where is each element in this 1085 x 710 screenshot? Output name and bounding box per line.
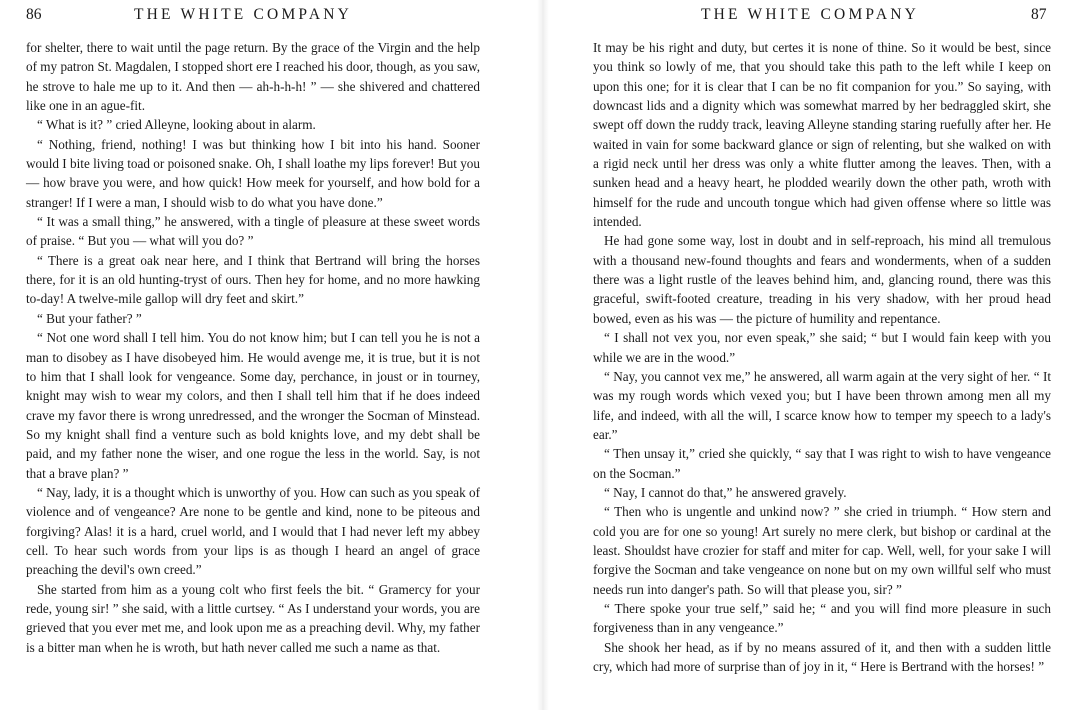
paragraph: for shelter, there to wait until the page return. By the grace of the Virgin and the help of my patron St. Magdalen, I stopped short ere I reached his door, though, as you saw, he strove to hale me up to it. And then — ah-h-h-h! ” — she shivered and chattered like one in an ague-fit. — [26, 40, 480, 114]
book-gutter — [537, 0, 549, 710]
right-page — [555, 0, 1085, 710]
page-body — [26, 38, 480, 657]
paragraph: “ Then unsay it,” cried she quickly, “ say that I was right to wish to have vengeance on the Socman.” — [593, 446, 1051, 481]
page-number: 87 — [1031, 6, 1047, 23]
paragraph: “ But your father? ” — [37, 310, 142, 326]
paragraph: “ Then who is ungentle and unkind now? ” she cried in triumph. “ How stern and cold you are for one so young! Art surely no mere clerk, but bishop or cardinal at the least. Shouldst have crozier for staff and miter for cap. Well, well, for your sake I will forgive the Socman and take vengeance on none but on my own willful self who must needs run into danger's path. So will that please you, sir? ” — [593, 504, 1051, 597]
paragraph: “ It was a small thing,” he answered, with a tingle of pleasure at these sweet words of praise. “ But you — what will you do? ” — [26, 214, 480, 249]
page-number: 86 — [26, 6, 42, 23]
running-head: THE WHITE COMPANY — [701, 6, 920, 23]
paragraph: “ There is a great oak near here, and I think that Bertrand will bring the horses there, for it is an old hunting-tryst of ours. Then hey for home, and no more hawking to-day! A twelve-mile gallop will dry feet and skirt.” — [26, 252, 480, 307]
paragraph: He had gone some way, lost in doubt and in self-reproach, his mind all tremulous with a thousand new-found thoughts and fears and wonderments, when of a sudden there was a light rustle of the leaves behind him, and, glancing round, there was this graceful, swift-footed creature, treading in his very shadow, with her proud head bowed, even as his was — the picture of humility and repentance. — [593, 233, 1051, 326]
paragraph: “ Not one word shall I tell him. You do not know him; but I can tell you he is not a man to disobey as I have disobeyed him. He would avenge me, it is true, but it is not to him that I shall look for vengeance. Some day, perchance, in joust or in tourney, knight may wish to wear my colors, and then I shall tell him that if he does indeed crave my favor there is wrong unredressed, and the wronger the Socman of Minstead. So my knight shall find a venture such as bold knights love, and my debt shall be paid, and my father none the wiser, and one rogue the less in the world. Say, is not that a brave plan? ” — [26, 330, 480, 481]
paragraph: “ What is it? ” cried Alleyne, looking about in alarm. — [37, 117, 316, 133]
paragraph: She shook her head, as if by no means assured of it, and then with a sudden little cry, which had more of surprise than of joy in it, “ Here is Bertrand with the horses! ” — [593, 639, 1051, 674]
paragraph: “ Nothing, friend, nothing! I was but thinking how I bit into his hand. Sooner would I bite living toad or poisoned snake. Oh, I shall loathe my lips forever! But you — how brave you were, and how quick! How meek for yourself, and how bold for a stranger! If I were a man, I should wisb to do what you have done.” — [26, 136, 480, 210]
page-body — [593, 38, 1051, 676]
paragraph: It may be his right and duty, but certes it is none of thine. So it would be best, since you think so lowly of me, that you should take this path to the left while I keep on upon this one; for it is clear that I can be no fit companion for you.” So saying, with downcast lids and a dignity which was somewhat marred by her bedraggled skirt, she swept off down the ruddy track, leaving Alleyne standing staring ruefully after her. He waited in vain for some backward glance or sign of relenting, but she walked on with a rigid neck until her dress was only a white flutter among the leaves. Then, with a sunken head and a heavy heart, he plodded wearily down the other path, wroth with himself for the rude and uncouth tongue which had given offense where so little was intended. — [593, 40, 1051, 230]
paragraph: “ I shall not vex you, nor even speak,” she said; “ but I would fain keep with you while we are in the wood.” — [593, 330, 1051, 365]
paragraph: “ Nay, I cannot do that,” he answered gravely. — [604, 484, 847, 500]
running-head: THE WHITE COMPANY — [134, 6, 353, 23]
paragraph: “ Nay, lady, it is a thought which is unworthy of you. How can such as you speak of violence and of vengeance? Are none to be gentle and kind, none to be piteous and forgiving? Alas! it is a hard, cruel world, and I would that I had never left my abbey cell. To hear such words from your lips is as though I heard an angel of grace preaching the devil's own creed.” — [26, 484, 480, 578]
paragraph: “ There spoke your true self,” said he; “ and you will find more pleasure in such forgiveness than in any vengeance.” — [593, 600, 1051, 636]
left-page — [0, 0, 530, 710]
paragraph: She started from him as a young colt who first feels the bit. “ Gramercy for your rede, young sir! ” she said, with a little curtsey. “ As I understand your words, you are grieved that you ever met me, and look upon me as a preaching devil. Why, my father is a bitter man when he is wroth, but hath never called me such a name as that. — [26, 581, 480, 655]
paragraph: “ Nay, you cannot vex me,” he answered, all warm again at the very sight of her. “ It was my rough words which vexed you; but I have been thrown among men all my life, and indeed, with all the will, I scarce know how to temper my speech to a lady's ear.” — [593, 368, 1051, 442]
